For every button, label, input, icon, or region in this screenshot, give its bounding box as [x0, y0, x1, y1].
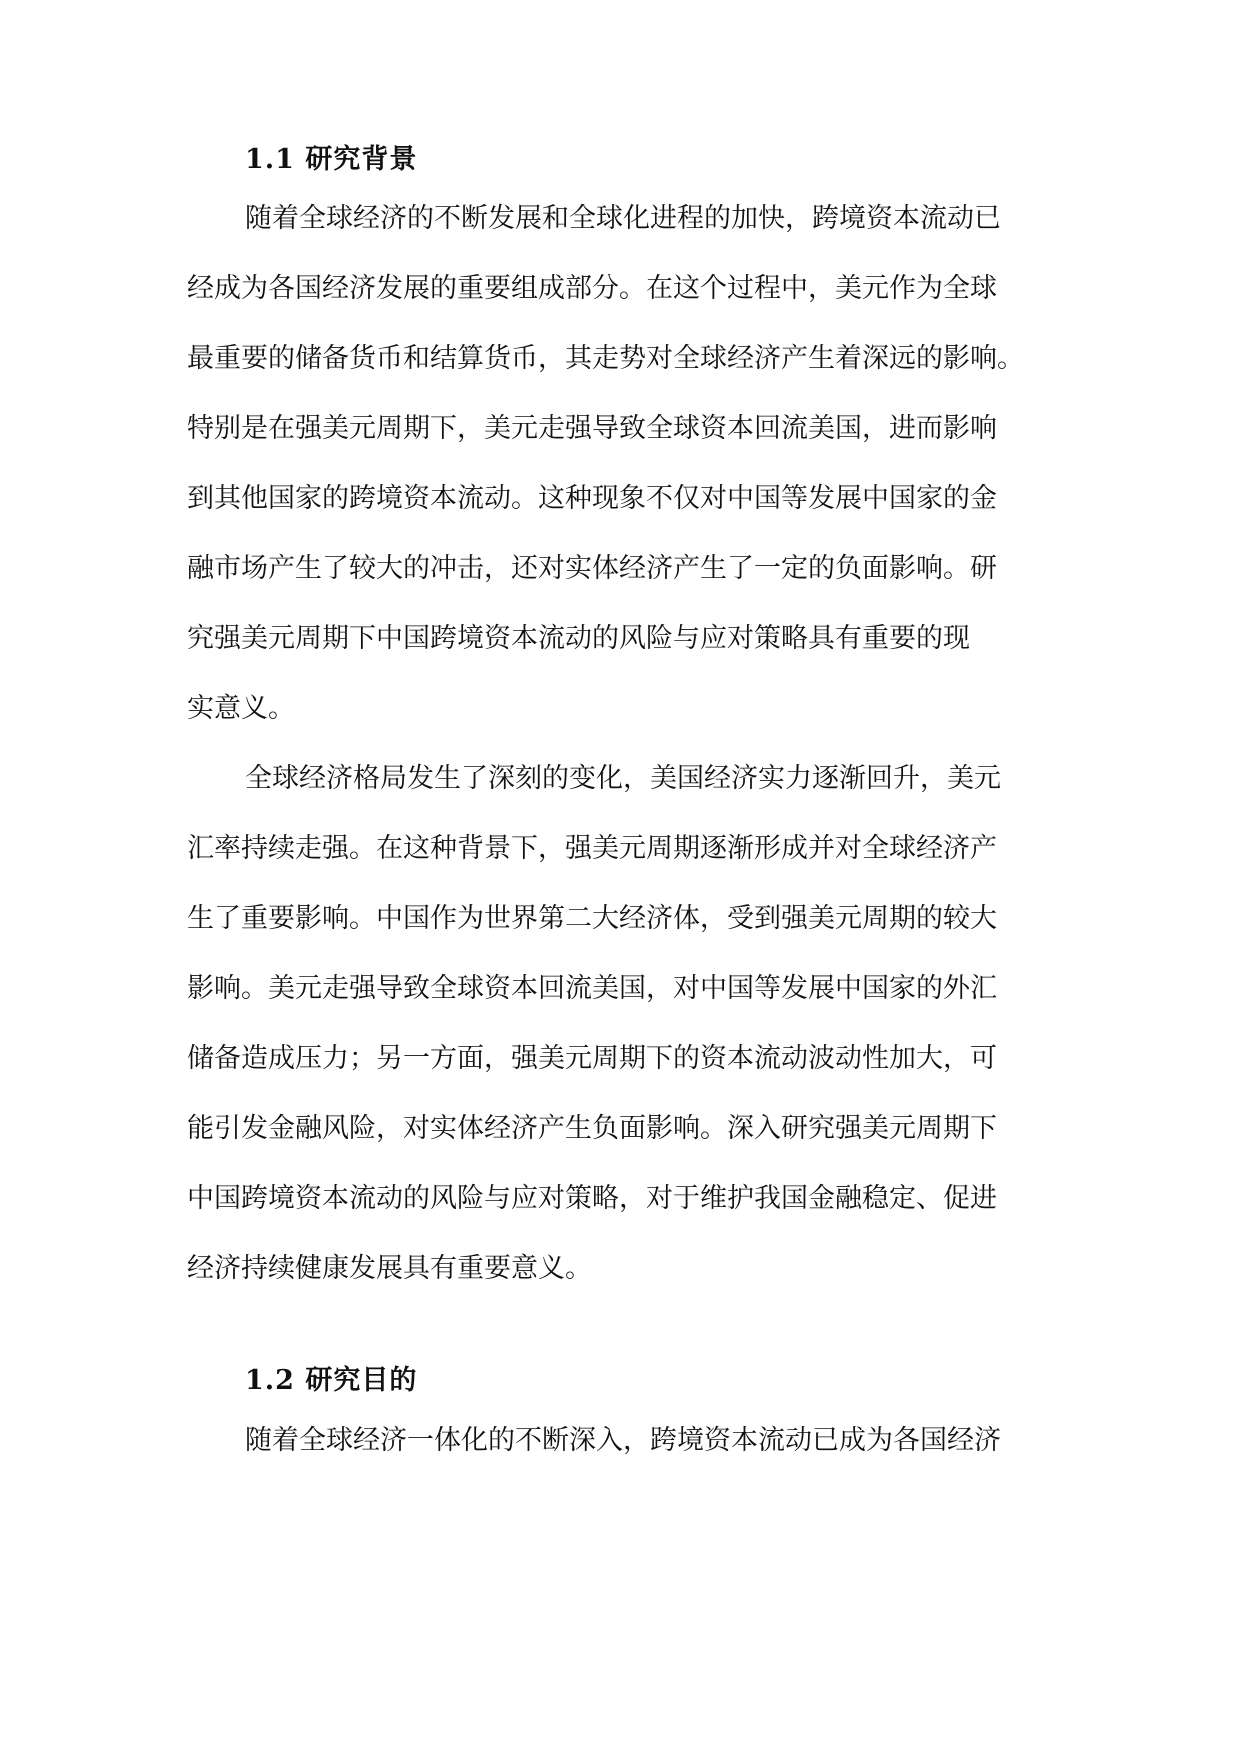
paragraph-line: 融市场产生了较大的冲击，还对实体经济产生了一定的负面影响。研 [187, 553, 997, 584]
paragraph-line: 随着全球经济一体化的不断深入，跨境资本流动已成为各国经济 [245, 1425, 1001, 1456]
paragraph-line: 影响。美元走强导致全球资本回流美国，对中国等发展中国家的外汇 [187, 973, 997, 1004]
paragraph-line: 随着全球经济的不断发展和全球化进程的加快，跨境资本流动已 [245, 203, 1001, 234]
paragraph-line: 储备造成压力；另一方面，强美元周期下的资本流动波动性加大，可 [187, 1043, 997, 1074]
section-heading-1-2: 1.2 研究目的 [245, 1365, 418, 1396]
paragraph-line: 生了重要影响。中国作为世界第二大经济体，受到强美元周期的较大 [187, 903, 997, 934]
paragraph-line: 特别是在强美元周期下，美元走强导致全球资本回流美国，进而影响 [187, 413, 997, 444]
paragraph-line: 最重要的储备货币和结算货币，其走势对全球经济产生着深远的影响。 [187, 343, 1024, 374]
paragraph-line: 中国跨境资本流动的风险与应对策略，对于维护我国金融稳定、促进 [187, 1183, 997, 1214]
paragraph-line: 经济持续健康发展具有重要意义。 [187, 1253, 592, 1284]
paragraph-line: 究强美元周期下中国跨境资本流动的风险与应对策略具有重要的现 [187, 623, 970, 654]
section-heading-1-1: 1.1 研究背景 [245, 144, 418, 175]
paragraph-line: 能引发金融风险，对实体经济产生负面影响。深入研究强美元周期下 [187, 1113, 997, 1144]
paragraph-line: 汇率持续走强。在这种背景下，强美元周期逐渐形成并对全球经济产 [187, 833, 997, 864]
paragraph-line: 到其他国家的跨境资本流动。这种现象不仅对中国等发展中国家的金 [187, 483, 997, 514]
paragraph-line: 实意义。 [187, 693, 295, 724]
paragraph-line: 经成为各国经济发展的重要组成部分。在这个过程中，美元作为全球 [187, 273, 997, 304]
paragraph-line: 全球经济格局发生了深刻的变化，美国经济实力逐渐回升，美元 [245, 763, 1001, 794]
